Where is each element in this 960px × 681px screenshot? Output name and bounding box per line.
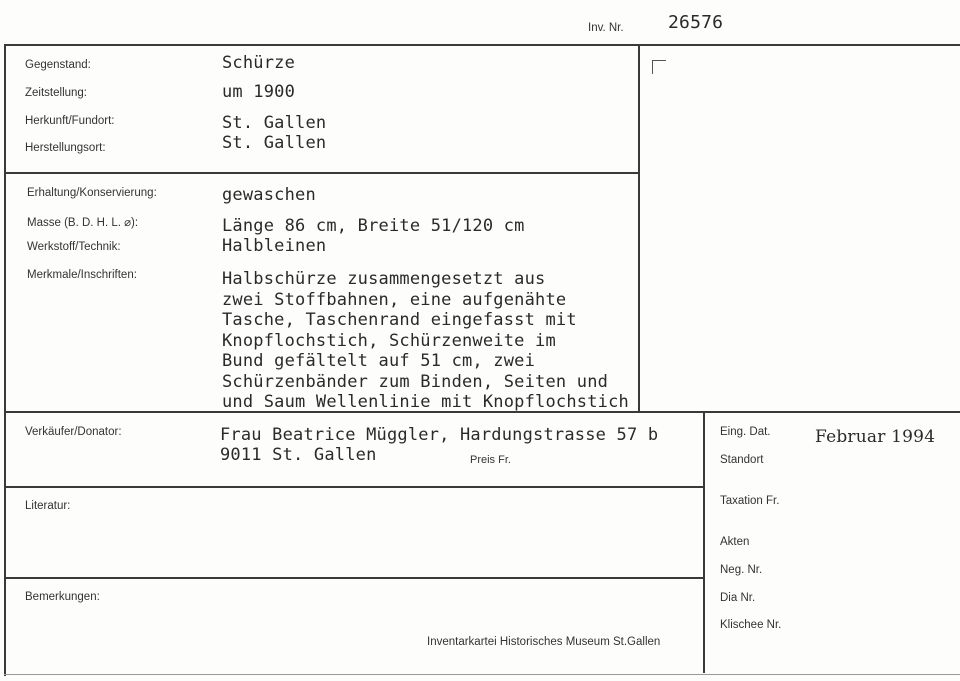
merkmale-label: Merkmale/Inschriften:	[27, 269, 137, 281]
neg-nr-label: Neg. Nr.	[720, 564, 763, 576]
eing-dat-value: Februar 1994	[815, 427, 936, 447]
herkunft-label: Herkunft/Fundort:	[25, 115, 115, 127]
bemerkungen-label: Bemerkungen:	[25, 591, 100, 603]
inv-nr-label: Inv. Nr.	[588, 22, 624, 34]
werkstoff-value: Halbleinen	[222, 236, 327, 256]
herstellungsort-label: Herstellungsort:	[25, 142, 106, 154]
gegenstand-label: Gegenstand:	[25, 59, 91, 71]
rule-top	[4, 44, 960, 46]
herkunft-value: St. Gallen	[222, 113, 327, 133]
eing-dat-label: Eing. Dat.	[720, 426, 771, 438]
zeitstellung-value: um 1900	[222, 82, 296, 102]
rule-left	[4, 44, 6, 676]
preis-label: Preis Fr.	[470, 454, 511, 466]
verkaeufer-line1: Frau Beatrice Müggler, Hardungstrasse 57 b	[220, 425, 659, 445]
klischee-nr-label: Klischee Nr.	[720, 619, 782, 631]
gegenstand-value: Schürze	[222, 53, 296, 73]
verkaeufer-label: Verkäufer/Donator:	[25, 426, 122, 438]
masse-label: Masse (B. D. H. L. ⌀):	[27, 217, 139, 229]
literatur-label: Literatur:	[25, 500, 71, 512]
herstellungsort-value: St. Gallen	[222, 133, 327, 153]
merkmale-line: Bund gefältelt auf 51 cm, zwei	[222, 351, 536, 371]
merkmale-line: Tasche, Taschenrand eingefasst mit	[222, 310, 577, 330]
zeitstellung-label: Zeitstellung:	[25, 87, 88, 99]
rule-side-divider	[703, 411, 705, 673]
verkaeufer-line2: 9011 St. Gallen	[220, 445, 377, 465]
taxation-label: Taxation Fr.	[720, 495, 780, 507]
merkmale-text	[222, 269, 629, 413]
masse-value: Länge 86 cm, Breite 51/120 cm	[222, 216, 525, 236]
rule-bottom	[4, 674, 960, 675]
rule-image-divider	[638, 44, 640, 412]
dia-nr-label: Dia Nr.	[720, 592, 756, 604]
image-corner-mark	[652, 60, 666, 74]
erhaltung-value: gewaschen	[222, 185, 316, 205]
erhaltung-label: Erhaltung/Konservierung:	[27, 187, 157, 199]
merkmale-line: Halbschürze zusammengesetzt aus	[222, 269, 546, 289]
rule-section-3	[4, 486, 703, 488]
inv-nr-value: 26576	[668, 12, 724, 33]
rule-section-1	[4, 172, 638, 174]
rule-section-4	[4, 577, 703, 579]
merkmale-line: Knopflochstich, Schürzenweite im	[222, 330, 556, 351]
card-imprint: Inventarkartei Historisches Museum St.Gallen	[427, 636, 661, 648]
merkmale-line: Schürzenbänder zum Binden, Seiten und	[222, 371, 609, 392]
akten-label: Akten	[720, 536, 750, 548]
standort-label: Standort	[720, 454, 764, 466]
merkmale-line: und Saum Wellenlinie mit Knopflochstich	[222, 392, 629, 412]
werkstoff-label: Werkstoff/Technik:	[27, 241, 121, 253]
merkmale-line: zwei Stoffbahnen, eine aufgenähte	[222, 289, 567, 310]
